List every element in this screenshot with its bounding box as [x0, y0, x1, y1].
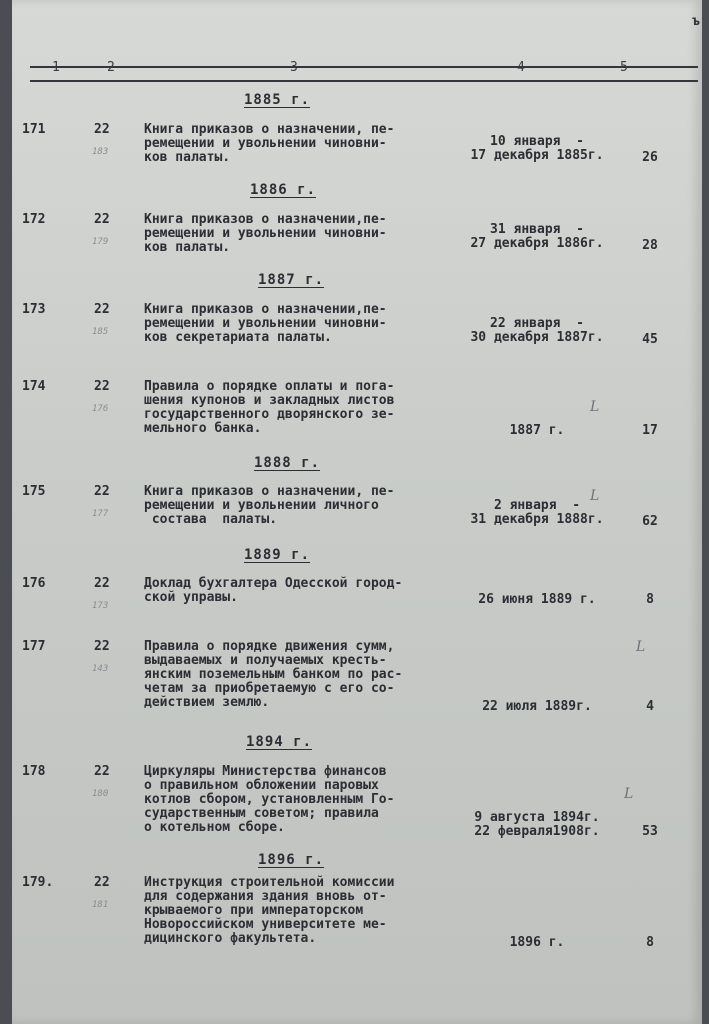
entry-date: 1896 г.: [509, 935, 565, 950]
entry-quantity: 22: [94, 764, 110, 779]
entry-number: 172: [22, 212, 46, 227]
entry-pencil-ref: 183: [92, 147, 109, 157]
year-heading-1896: 1896 г.: [258, 852, 325, 868]
header-rule-top: [30, 66, 698, 68]
entry-date: 1887 г.: [509, 423, 565, 438]
entry-number: 178: [22, 764, 46, 779]
entry-pencil-ref: 179: [92, 237, 109, 247]
entry-number: 179.: [22, 875, 54, 890]
entry-pages: 17: [642, 423, 658, 438]
entry-date: 9 августа 1894г. 22 февраля1908г.: [474, 810, 600, 839]
entry-pencil-ref: 177: [92, 509, 109, 519]
entry-date: 22 июля 1889г.: [482, 699, 592, 714]
year-heading-1894: 1894 г.: [246, 734, 313, 750]
entry-pencil-ref: 173: [92, 601, 109, 611]
entry-pages: 8: [646, 592, 654, 607]
year-heading-1885: 1885 г.: [244, 92, 311, 108]
entry-pages: 28: [642, 238, 658, 253]
entry-description: Книга приказов о назначении,пе- ремещении и увольнении чиновни- ков палаты.: [144, 212, 387, 255]
pencil-check-mark: L: [624, 786, 634, 802]
entry-pages: 53: [642, 824, 658, 839]
entry-description: Циркуляры Министерства финансов о правильном обложении паровых котлов сбором, установленным Го- сударственным советом; правила о котельном сборе.: [144, 764, 395, 835]
entry-description: Доклад бухгалтера Одесской город- ской управы.: [144, 576, 403, 605]
entry-date: 10 января - 17 декабря 1885г.: [470, 134, 604, 163]
entry-description: Книга приказов о назначении,пе- ремещении и увольнении чиновни- ков секретариата палаты.: [144, 302, 387, 345]
entry-date: 22 января - 30 декабря 1887г.: [470, 316, 604, 345]
header-rule-bottom: [30, 80, 698, 82]
entry-quantity: 22: [94, 576, 110, 591]
entry-pencil-ref: 143: [92, 664, 109, 674]
entry-number: 173: [22, 302, 46, 317]
entry-pencil-ref: 180: [92, 789, 109, 799]
pencil-check-mark: L: [636, 639, 646, 655]
entry-date: 2 января - 31 декабря 1888г.: [470, 498, 604, 527]
entry-quantity: 22: [94, 212, 110, 227]
entry-quantity: 22: [94, 639, 110, 654]
entry-description: Книга приказов о назначении, пе- ремещении и увольнении чиновни- ков палаты.: [144, 122, 395, 165]
corner-mark: ъ: [692, 14, 700, 29]
entry-description: Книга приказов о назначении, пе- ремещении и увольнении личного состава палаты.: [144, 484, 395, 527]
entry-quantity: 22: [94, 122, 110, 137]
entry-description: Инструкция строительной комиссии для содержания здания вновь от- крываемого при императорском Новороссийском университете ме- дицинского факультета.: [144, 875, 395, 946]
year-heading-1889: 1889 г.: [244, 547, 311, 563]
pencil-check-mark: L: [590, 399, 600, 415]
entry-pages: 4: [646, 699, 654, 714]
entry-pencil-ref: 181: [92, 900, 109, 910]
entry-pages: 45: [642, 332, 658, 347]
entry-number: 171: [22, 122, 46, 137]
entry-quantity: 22: [94, 484, 110, 499]
entry-date: 31 января - 27 декабря 1886г.: [470, 222, 604, 251]
entry-pages: 62: [642, 514, 658, 529]
year-heading-1886: 1886 г.: [250, 182, 317, 198]
entry-pencil-ref: 185: [92, 327, 109, 337]
entry-quantity: 22: [94, 302, 110, 317]
entry-number: 175: [22, 484, 46, 499]
entry-pages: 26: [642, 150, 658, 165]
entry-number: 177: [22, 639, 46, 654]
year-heading-1887: 1887 г.: [258, 272, 325, 288]
entry-quantity: 22: [94, 875, 110, 890]
entry-quantity: 22: [94, 379, 110, 394]
entry-number: 176: [22, 576, 46, 591]
entry-pencil-ref: 176: [92, 404, 109, 414]
entry-description: Правила о порядке оплаты и пога- шения купонов и закладных листов государственного дворянского зе- мельного банка.: [144, 379, 395, 436]
pencil-check-mark: L: [590, 488, 600, 504]
year-heading-1888: 1888 г.: [254, 455, 321, 471]
archive-page: [12, 0, 702, 1024]
entry-description: Правила о порядке движения сумм, выдаваемых и получаемых кресть- янским поземельным банком по рас- четам за приобретаемую с его со- действием землю.: [144, 639, 403, 710]
entry-pages: 8: [646, 935, 654, 950]
entry-number: 174: [22, 379, 46, 394]
entry-date: 26 июня 1889 г.: [478, 592, 596, 607]
